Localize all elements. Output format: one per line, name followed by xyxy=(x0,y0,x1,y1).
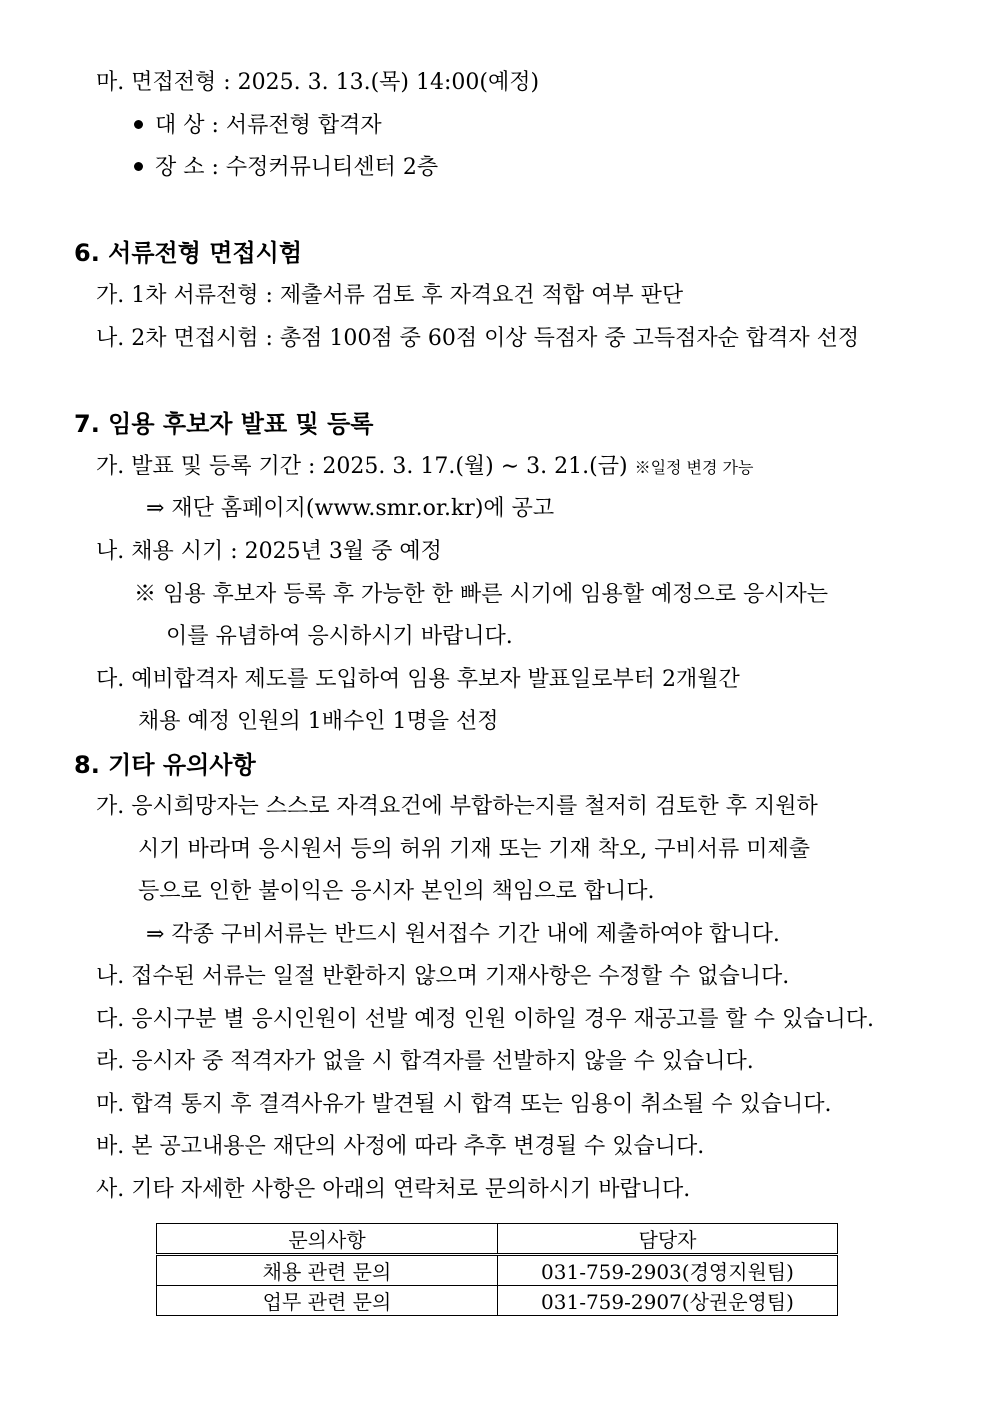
interview-target-line xyxy=(134,111,382,141)
section-6-heading: 6. 서류전형 면접시험 xyxy=(74,239,302,267)
sec8-item-ma: 마. 합격 통지 후 결격사유가 발견될 시 합격 또는 임용이 취소될 수 있습니다. xyxy=(96,1092,832,1117)
interview-place-line xyxy=(134,153,438,183)
sec7-ga-note: ※일정 변경 가능 xyxy=(634,458,754,477)
sec7-item-da-line2: 채용 예정 인원의 1배수인 1명을 선정 xyxy=(138,709,499,734)
table-row xyxy=(157,1286,838,1316)
sec8-item-ga-line1: 가. 응시희망자는 스스로 자격요건에 부합하는지를 철저히 검토한 후 지원하 xyxy=(96,794,818,819)
sec7-ga-text: 가. 발표 및 등록 기간 : 2025. 3. 17.(월) ∼ 3. 21.(금) xyxy=(96,454,628,479)
bullet-icon xyxy=(134,162,143,171)
sec7-ga-arrow-line: ⇒ 재단 홈페이지(www.smr.or.kr)에 공고 xyxy=(146,496,555,521)
sec8-item-da: 다. 응시구분 별 응시인원이 선발 예정 인원 이하일 경우 재공고를 할 수 있습니다. xyxy=(96,1007,874,1032)
contact-table-header-row xyxy=(157,1224,838,1255)
table-row xyxy=(157,1255,838,1286)
sec8-item-ga-line3: 등으로 인한 불이익은 응시자 본인의 책임으로 합니다. xyxy=(138,879,655,904)
bullet-icon xyxy=(134,120,143,129)
interview-target-text: 대 상 : 서류전형 합격자 xyxy=(155,113,382,138)
sec8-item-sa: 사. 기타 자세한 사항은 아래의 연락처로 문의하시기 바랍니다. xyxy=(96,1177,691,1202)
sec8-item-ga-line2: 시기 바라며 응시원서 등의 허위 기재 또는 기재 착오, 구비서류 미제출 xyxy=(138,837,810,862)
contact-header-inquiry: 문의사항 xyxy=(157,1224,498,1255)
contact-cell-phone: 031-759-2903(경영지원팀) xyxy=(498,1255,838,1286)
sec7-item-ga xyxy=(96,452,753,483)
contact-table xyxy=(156,1223,838,1316)
contact-cell-phone: 031-759-2907(상권운영팀) xyxy=(498,1286,838,1316)
sec8-item-na: 나. 접수된 서류는 일절 반환하지 않으며 기재사항은 수정할 수 없습니다. xyxy=(96,964,790,989)
contact-header-person: 담당자 xyxy=(498,1224,838,1255)
interview-place-text: 장 소 : 수정커뮤니티센터 2층 xyxy=(155,155,439,180)
sec6-item-na: 나. 2차 면접시험 : 총점 100점 중 60점 이상 득점자 중 고득점자순 합격자 선정 xyxy=(96,326,860,351)
sec8-item-ga-arrow: ⇒ 각종 구비서류는 반드시 원서접수 기간 내에 제출하여야 합니다. xyxy=(146,922,780,947)
sec7-item-na: 나. 채용 시기 : 2025년 3월 중 예정 xyxy=(96,539,442,564)
sec7-item-da-line1: 다. 예비합격자 제도를 도입하여 임용 후보자 발표일로부터 2개월간 xyxy=(96,667,740,692)
section-8-heading: 8. 기타 유의사항 xyxy=(74,751,256,779)
contact-cell-inquiry: 업무 관련 문의 xyxy=(157,1286,498,1316)
sec6-item-ga: 가. 1차 서류전형 : 제출서류 검토 후 자격요건 적합 여부 판단 xyxy=(96,283,684,308)
contact-cell-inquiry: 채용 관련 문의 xyxy=(157,1255,498,1286)
sec8-item-ra: 라. 응시자 중 적격자가 없을 시 합격자를 선발하지 않을 수 있습니다. xyxy=(96,1049,754,1074)
sec7-na-note-line2: 이를 유념하여 응시하시기 바랍니다. xyxy=(166,624,513,649)
sec8-item-ba: 바. 본 공고내용은 재단의 사정에 따라 추후 변경될 수 있습니다. xyxy=(96,1134,705,1159)
interview-schedule-line: 마. 면접전형 : 2025. 3. 13.(목) 14:00(예정) xyxy=(96,70,540,95)
sec7-na-note-line1: ※ 임용 후보자 등록 후 가능한 한 빠른 시기에 임용할 예정으로 응시자는 xyxy=(134,582,828,607)
section-7-heading: 7. 임용 후보자 발표 및 등록 xyxy=(74,410,374,438)
